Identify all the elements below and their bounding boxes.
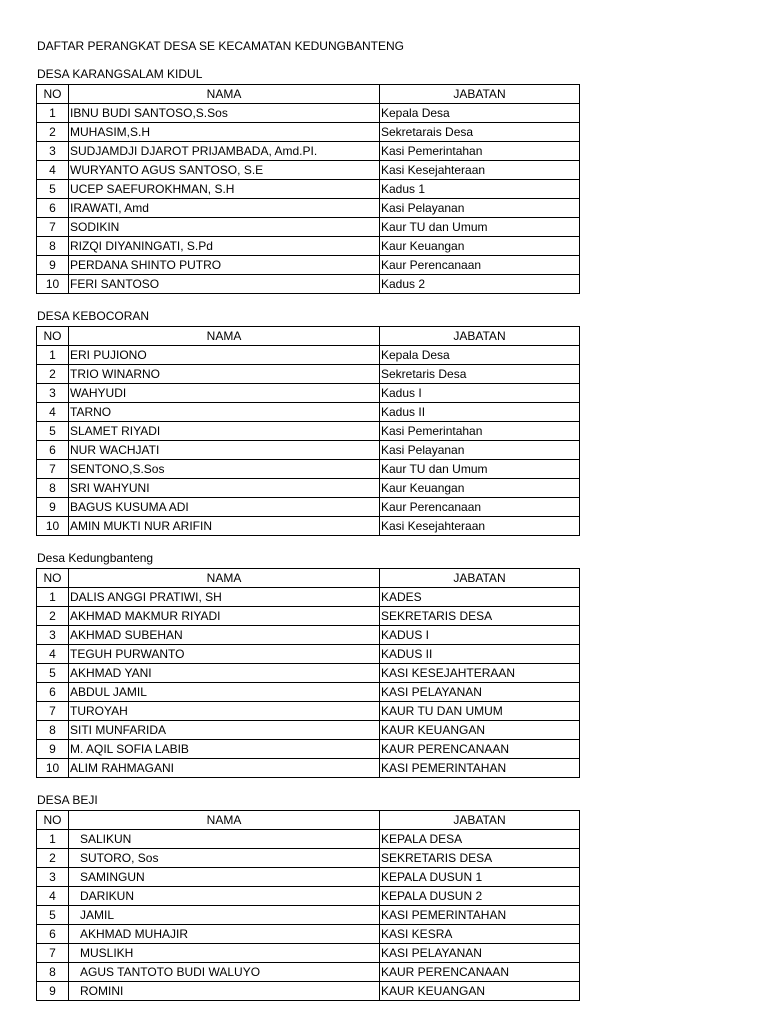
- table-row: [37, 759, 580, 778]
- row-nama: TEGUH PURWANTO: [69, 645, 380, 664]
- row-jabatan: Kasi Pemerintahan: [380, 422, 580, 441]
- table-row: [37, 479, 580, 498]
- row-jabatan: KADES: [380, 588, 580, 607]
- row-jabatan: KADUS I: [380, 626, 580, 645]
- row-number: 4: [37, 403, 69, 422]
- row-number: 3: [37, 384, 69, 403]
- table-row: [37, 346, 580, 365]
- row-number: 6: [37, 925, 69, 944]
- row-number: 10: [37, 759, 69, 778]
- row-nama: M. AQIL SOFIA LABIB: [69, 740, 380, 759]
- row-jabatan: KASI KESRA: [380, 925, 580, 944]
- table-row: [37, 218, 580, 237]
- row-number: 5: [37, 422, 69, 441]
- document-title: DAFTAR PERANGKAT DESA SE KECAMATAN KEDUNGBANTENG: [37, 39, 404, 53]
- table-row: [37, 422, 580, 441]
- row-nama: NUR WACHJATI: [69, 441, 380, 460]
- row-number: 6: [37, 199, 69, 218]
- row-number: 9: [37, 982, 69, 1001]
- row-nama: MUHASIM,S.H: [69, 123, 380, 142]
- row-jabatan: KASI PEMERINTAHAN: [380, 759, 580, 778]
- row-number: 8: [37, 479, 69, 498]
- table-row: [37, 607, 580, 626]
- row-jabatan: SEKRETARIS DESA: [380, 607, 580, 626]
- row-nama: ERI PUJIONO: [69, 346, 380, 365]
- row-number: 2: [37, 849, 69, 868]
- header-jabatan: JABATAN: [380, 569, 580, 588]
- row-jabatan: KAUR KEUANGAN: [380, 721, 580, 740]
- table-row: [37, 721, 580, 740]
- row-nama: AGUS TANTOTO BUDI WALUYO: [69, 963, 380, 982]
- row-jabatan: KASI KESEJAHTERAAN: [380, 664, 580, 683]
- row-nama: WAHYUDI: [69, 384, 380, 403]
- row-jabatan: Sekretaris Desa: [380, 365, 580, 384]
- row-number: 1: [37, 588, 69, 607]
- table-row: [37, 498, 580, 517]
- row-number: 2: [37, 365, 69, 384]
- row-number: 3: [37, 142, 69, 161]
- row-jabatan: Kaur TU dan Umum: [380, 460, 580, 479]
- row-jabatan: SEKRETARIS DESA: [380, 849, 580, 868]
- table-row: [37, 517, 580, 536]
- row-jabatan: Kadus I: [380, 384, 580, 403]
- row-jabatan: Kaur TU dan Umum: [380, 218, 580, 237]
- row-nama: SLAMET RIYADI: [69, 422, 380, 441]
- row-number: 5: [37, 906, 69, 925]
- row-jabatan: KASI PELAYANAN: [380, 683, 580, 702]
- header-jabatan: JABATAN: [380, 85, 580, 104]
- header-no: NO: [37, 327, 69, 346]
- row-nama: SITI MUNFARIDA: [69, 721, 380, 740]
- row-nama: AMIN MUKTI NUR ARIFIN: [69, 517, 380, 536]
- row-number: 1: [37, 830, 69, 849]
- table-row: [37, 849, 580, 868]
- table-row: [37, 868, 580, 887]
- row-number: 9: [37, 256, 69, 275]
- row-number: 4: [37, 161, 69, 180]
- row-nama: SAMINGUN: [69, 868, 380, 887]
- row-nama: FERI SANTOSO: [69, 275, 380, 294]
- row-number: 7: [37, 702, 69, 721]
- row-number: 8: [37, 721, 69, 740]
- header-jabatan: JABATAN: [380, 327, 580, 346]
- officials-table: [36, 84, 580, 294]
- row-jabatan: KADUS II: [380, 645, 580, 664]
- row-nama: AKHMAD SUBEHAN: [69, 626, 380, 645]
- table-row: [37, 925, 580, 944]
- row-nama: AKHMAD MAKMUR RIYADI: [69, 607, 380, 626]
- table-row: [37, 237, 580, 256]
- row-jabatan: KAUR TU DAN UMUM: [380, 702, 580, 721]
- header-no: NO: [37, 569, 69, 588]
- section-title: DESA BEJI: [37, 793, 98, 807]
- header-nama: NAMA: [69, 327, 380, 346]
- table-row: [37, 664, 580, 683]
- row-jabatan: KAUR PERENCANAAN: [380, 740, 580, 759]
- row-jabatan: Kasi Kesejahteraan: [380, 161, 580, 180]
- row-number: 6: [37, 683, 69, 702]
- row-jabatan: Kadus II: [380, 403, 580, 422]
- row-nama: AKHMAD YANI: [69, 664, 380, 683]
- row-number: 3: [37, 626, 69, 645]
- row-number: 2: [37, 123, 69, 142]
- section-title: DESA KARANGSALAM KIDUL: [37, 67, 203, 81]
- table-row: [37, 180, 580, 199]
- table-row: [37, 199, 580, 218]
- row-jabatan: KEPALA DESA: [380, 830, 580, 849]
- row-jabatan: Kepala Desa: [380, 104, 580, 123]
- table-row: [37, 142, 580, 161]
- row-number: 9: [37, 740, 69, 759]
- row-nama: TARNO: [69, 403, 380, 422]
- table-row: [37, 588, 580, 607]
- row-number: 1: [37, 104, 69, 123]
- row-nama: SRI WAHYUNI: [69, 479, 380, 498]
- table-row: [37, 982, 580, 1001]
- row-nama: UCEP SAEFUROKHMAN, S.H: [69, 180, 380, 199]
- table-row: [37, 123, 580, 142]
- header-no: NO: [37, 811, 69, 830]
- table-row: [37, 887, 580, 906]
- row-nama: SALIKUN: [69, 830, 380, 849]
- row-jabatan: Kaur Keuangan: [380, 479, 580, 498]
- row-jabatan: KASI PEMERINTAHAN: [380, 906, 580, 925]
- row-nama: SUTORO, Sos: [69, 849, 380, 868]
- row-jabatan: Kepala Desa: [380, 346, 580, 365]
- row-nama: AKHMAD MUHAJIR: [69, 925, 380, 944]
- row-nama: ALIM RAHMAGANI: [69, 759, 380, 778]
- row-nama: RIZQI DIYANINGATI, S.Pd: [69, 237, 380, 256]
- table-row: [37, 944, 580, 963]
- table-row: [37, 384, 580, 403]
- row-jabatan: KAUR PERENCANAAN: [380, 963, 580, 982]
- row-number: 9: [37, 498, 69, 517]
- section-title: Desa Kedungbanteng: [37, 551, 154, 565]
- table-row: [37, 256, 580, 275]
- row-number: 2: [37, 607, 69, 626]
- table-row: [37, 441, 580, 460]
- row-jabatan: KAUR KEUANGAN: [380, 982, 580, 1001]
- row-jabatan: Kasi Pelayanan: [380, 199, 580, 218]
- row-nama: IBNU BUDI SANTOSO,S.Sos: [69, 104, 380, 123]
- table-row: [37, 275, 580, 294]
- row-nama: SENTONO,S.Sos: [69, 460, 380, 479]
- table-header-row: [37, 85, 580, 104]
- row-number: 1: [37, 346, 69, 365]
- table-row: [37, 830, 580, 849]
- table-row: [37, 161, 580, 180]
- row-nama: ABDUL JAMIL: [69, 683, 380, 702]
- officials-table: [36, 326, 580, 536]
- table-row: [37, 702, 580, 721]
- row-nama: JAMIL: [69, 906, 380, 925]
- table-row: [37, 104, 580, 123]
- row-jabatan: KEPALA DUSUN 2: [380, 887, 580, 906]
- header-nama: NAMA: [69, 569, 380, 588]
- header-nama: NAMA: [69, 85, 380, 104]
- officials-table: [36, 568, 580, 778]
- table-header-row: [37, 811, 580, 830]
- table-row: [37, 963, 580, 982]
- table-row: [37, 365, 580, 384]
- table-row: [37, 740, 580, 759]
- row-number: 3: [37, 868, 69, 887]
- row-jabatan: KASI PELAYANAN: [380, 944, 580, 963]
- row-jabatan: Kaur Keuangan: [380, 237, 580, 256]
- table-header-row: [37, 569, 580, 588]
- table-row: [37, 683, 580, 702]
- row-number: 5: [37, 664, 69, 683]
- row-nama: BAGUS KUSUMA ADI: [69, 498, 380, 517]
- row-jabatan: Kaur Perencanaan: [380, 498, 580, 517]
- table-header-row: [37, 327, 580, 346]
- row-nama: WURYANTO AGUS SANTOSO, S.E: [69, 161, 380, 180]
- row-nama: IRAWATI, Amd: [69, 199, 380, 218]
- row-nama: TUROYAH: [69, 702, 380, 721]
- row-jabatan: Kadus 2: [380, 275, 580, 294]
- header-nama: NAMA: [69, 811, 380, 830]
- row-nama: SODIKIN: [69, 218, 380, 237]
- row-number: 10: [37, 275, 69, 294]
- row-number: 8: [37, 237, 69, 256]
- row-nama: DALIS ANGGI PRATIWI, SH: [69, 588, 380, 607]
- row-jabatan: Kadus 1: [380, 180, 580, 199]
- row-number: 8: [37, 963, 69, 982]
- row-number: 5: [37, 180, 69, 199]
- row-number: 4: [37, 645, 69, 664]
- row-nama: PERDANA SHINTO PUTRO: [69, 256, 380, 275]
- table-row: [37, 403, 580, 422]
- section-title: DESA KEBOCORAN: [37, 309, 150, 323]
- row-number: 10: [37, 517, 69, 536]
- officials-table: [36, 810, 580, 1001]
- row-number: 7: [37, 218, 69, 237]
- row-nama: SUDJAMDJI DJAROT PRIJAMBADA, Amd.PI.: [69, 142, 380, 161]
- row-jabatan: Kaur Perencanaan: [380, 256, 580, 275]
- row-nama: DARIKUN: [69, 887, 380, 906]
- table-row: [37, 906, 580, 925]
- row-jabatan: Kasi Pemerintahan: [380, 142, 580, 161]
- row-nama: TRIO WINARNO: [69, 365, 380, 384]
- table-row: [37, 460, 580, 479]
- table-row: [37, 645, 580, 664]
- row-number: 7: [37, 460, 69, 479]
- row-nama: ROMINI: [69, 982, 380, 1001]
- header-no: NO: [37, 85, 69, 104]
- row-number: 4: [37, 887, 69, 906]
- row-number: 7: [37, 944, 69, 963]
- header-jabatan: JABATAN: [380, 811, 580, 830]
- row-jabatan: Sekretarais Desa: [380, 123, 580, 142]
- row-nama: MUSLIKH: [69, 944, 380, 963]
- row-jabatan: Kasi Kesejahteraan: [380, 517, 580, 536]
- table-row: [37, 626, 580, 645]
- row-jabatan: Kasi Pelayanan: [380, 441, 580, 460]
- row-number: 6: [37, 441, 69, 460]
- row-jabatan: KEPALA DUSUN 1: [380, 868, 580, 887]
